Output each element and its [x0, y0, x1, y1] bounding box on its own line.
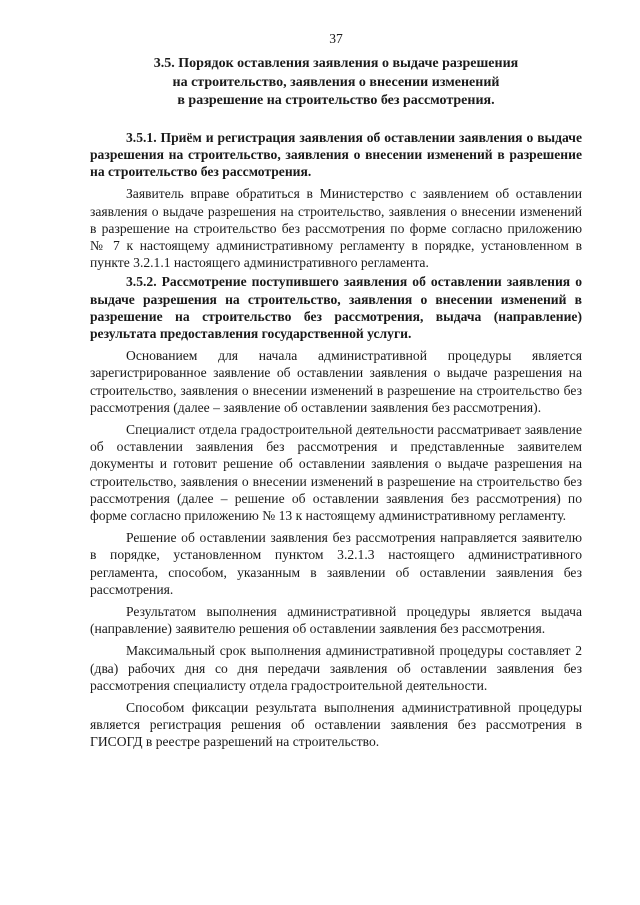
section-title-line-1: 3.5. Порядок оставления заявления о выдаче разрешения	[153, 56, 519, 72]
paragraph-specialist: Специалист отдела градостроительной деятельности рассматривает заявление об оставлении заявления без рассмотрения и представленные заявителем документы и готовит решение об оставлении заявления о выдаче разрешения на строительство, заявления о внесении изменений в разрешение на строительство без рассмотрения (далее – решение об оставлении заявления без рассмотрения) по форме согласно приложению № 13 к настоящему административному регламенту.	[90, 421, 582, 523]
section-title-line-3: в разрешение на строительство без рассмотрения.	[177, 93, 495, 109]
page-number: 37	[329, 31, 343, 46]
paragraph-fixation: Способом фиксации результата выполнения административной процедуры является регистрация решения об оставлении заявления без рассмотрения в ГИСОГД в реестре разрешений на строительство.	[90, 700, 582, 750]
section-title	[90, 55, 582, 111]
paragraph-basis: Основанием для начала административной процедуры является зарегистрированное заявление об оставлении заявления о выдаче разрешения на строительство, заявления о внесении изменений в разрешение на строительство без рассмотрения (далее – заявление об оставлении заявления без рассмотрения).	[90, 348, 582, 415]
subsection-heading-3-5-2: 3.5.2. Рассмотрение поступившего заявления об оставлении заявления о выдаче разрешения на строительство, заявления о внесении изменений в разрешение на строительство без рассмотрения, выдача (направление) результата предоставления государственной услуги.	[90, 274, 582, 341]
paragraph-result: Результатом выполнения административной процедуры является выдача (направление) заявителю решения об оставлении заявления без рассмотрения.	[90, 603, 582, 637]
section-title-line-2: на строительство, заявления о внесении изменений	[172, 74, 500, 90]
paragraph-max-term: Максимальный срок выполнения административной процедуры составляет 2 (два) рабочих дня со дня передачи заявления об оставлении заявления без рассмотрения специалисту отдела градостроительной деятельности.	[90, 643, 582, 693]
subsection-heading-3-5-1: 3.5.1. Приём и регистрация заявления об оставлении заявления о выдаче разрешения на строительство, заявления о внесении изменений в разрешение на строительство без рассмотрения.	[90, 129, 582, 180]
paragraph-decision-sent: Решение об оставлении заявления без рассмотрения направляется заявителю в порядке, установленном пунктом 3.2.1.3 настоящего административного регламента, способом, указанным в заявлении об оставлении заявления без рассмотрения.	[90, 530, 582, 597]
paragraph-applicant-right: Заявитель вправе обратиться в Министерство с заявлением об оставлении заявления о выдаче разрешения на строительство, заявления о внесении изменений в разрешение на строительство без рассмотрения по форме согласно приложению № 7 к настоящему административному регламенту в порядке, установленном в пункте 3.2.1.1 настоящего административного регламента.	[90, 186, 582, 271]
